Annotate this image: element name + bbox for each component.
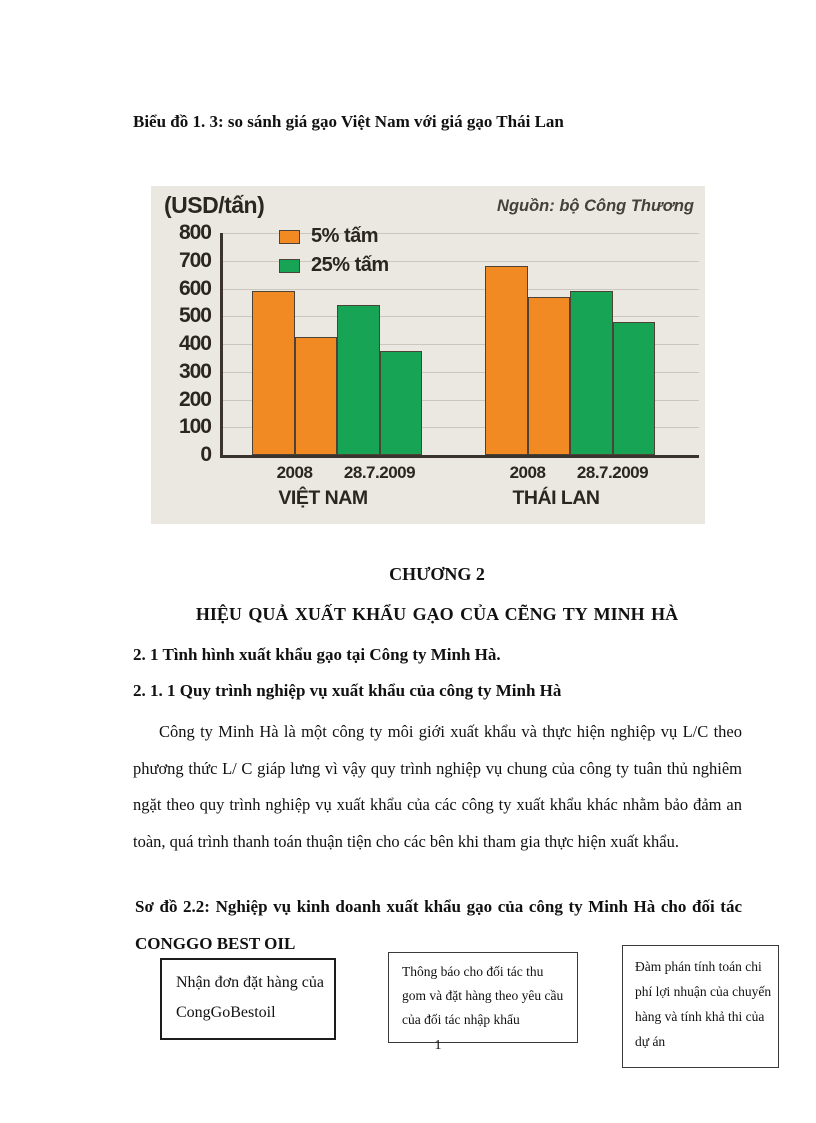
chart-y-tick-label: 500	[178, 304, 211, 328]
chart-legend-item	[279, 251, 389, 280]
page-number: 1	[434, 1038, 442, 1053]
legend-label: 5% tấm	[311, 225, 379, 247]
legend-label: 25% tấm	[311, 254, 389, 276]
chart-x-tick-label: 2008	[509, 463, 546, 482]
chart-y-tick-label: 200	[178, 387, 211, 411]
flow-box-notify-partner: Thông báo cho đối tác thu gom và đặt hàng theo yêu cầu của đối tác nhập khẩu	[388, 952, 578, 1043]
chart-bar	[252, 291, 295, 455]
chapter-kicker: CHƯƠNG 2	[389, 564, 485, 584]
chart-y-tick-label: 300	[178, 359, 211, 383]
chapter-title: HIỆU QUẢ XUẤT KHẨU GẠO CỦA CẼNG TY MINH HÀ	[195, 604, 679, 624]
chart-group-label: THÁI LAN	[512, 487, 600, 509]
section-heading-2-1-1: 2. 1. 1 Quy trình nghiệp vụ xuất khẩu của công ty Minh Hà	[133, 681, 562, 700]
chart-y-tick-label: 400	[178, 332, 211, 355]
chart-bar	[613, 322, 656, 455]
chart-legend	[279, 222, 389, 280]
chart-bar	[528, 297, 571, 455]
chart-bar	[295, 337, 338, 455]
chart-x-tick-label: 28.7.2009	[576, 463, 649, 482]
chart-bar	[485, 266, 528, 455]
chart-legend-item	[279, 222, 389, 251]
diagram-caption: Sơ đồ 2.2: Nghiệp vụ kinh doanh xuất khẩu gạo của công ty Minh Hà cho đối tác CONGGO BEST OIL	[135, 897, 742, 953]
chart-bar	[337, 305, 380, 455]
chart-unit-label: (USD/tấn)	[164, 192, 265, 218]
legend-color-swatch-icon	[279, 259, 300, 273]
figure-caption: Biểu đồ 1. 3: so sánh giá gạo Việt Nam với giá gạo Thái Lan	[133, 112, 564, 131]
chart-y-tick-label: 100	[178, 415, 211, 439]
chart-y-tick-label: 600	[178, 276, 211, 300]
body-paragraph: Công ty Minh Hà là một công ty môi giới xuất khẩu và thực hiện nghiệp vụ L/C theo phương thức L/ C giáp lưng vì vậy quy trình nghiệp vụ chung của công ty tuân thủ nghiêm ngặt theo quy trình nghiệp vụ xuất khẩu của các công ty xuất khẩu khác nhằm bảo đảm an toàn, quá trình thanh toán thuận tiện cho các bên khi tham gia thực hiện xuất khẩu.	[133, 722, 742, 851]
rice-price-chart	[151, 186, 705, 524]
flow-box-receive-order: Nhận đơn đặt hàng của CongGoBestoil	[160, 958, 336, 1040]
chart-source-label: Nguồn: bộ Công Thương	[497, 197, 694, 215]
chart-x-tick-label: 28.7.2009	[343, 463, 416, 482]
chart-y-tick-label: 800	[178, 221, 211, 244]
chart-y-tick-label: 0	[200, 443, 211, 466]
chart-bar	[380, 351, 423, 455]
chart-x-tick-label: 2008	[276, 463, 313, 482]
chart-bar	[570, 291, 613, 455]
flow-box-negotiate-costs: Đàm phán tính toán chi phí lợi nhuận của chuyến hàng và tính khả thi của dự án	[622, 945, 779, 1068]
chart-group-label: VIỆT NAM	[278, 487, 368, 509]
chart-y-tick-label: 700	[178, 248, 211, 272]
section-heading-2-1: 2. 1 Tình hình xuất khẩu gạo tại Công ty Minh Hà.	[133, 645, 501, 664]
legend-color-swatch-icon	[279, 230, 300, 244]
